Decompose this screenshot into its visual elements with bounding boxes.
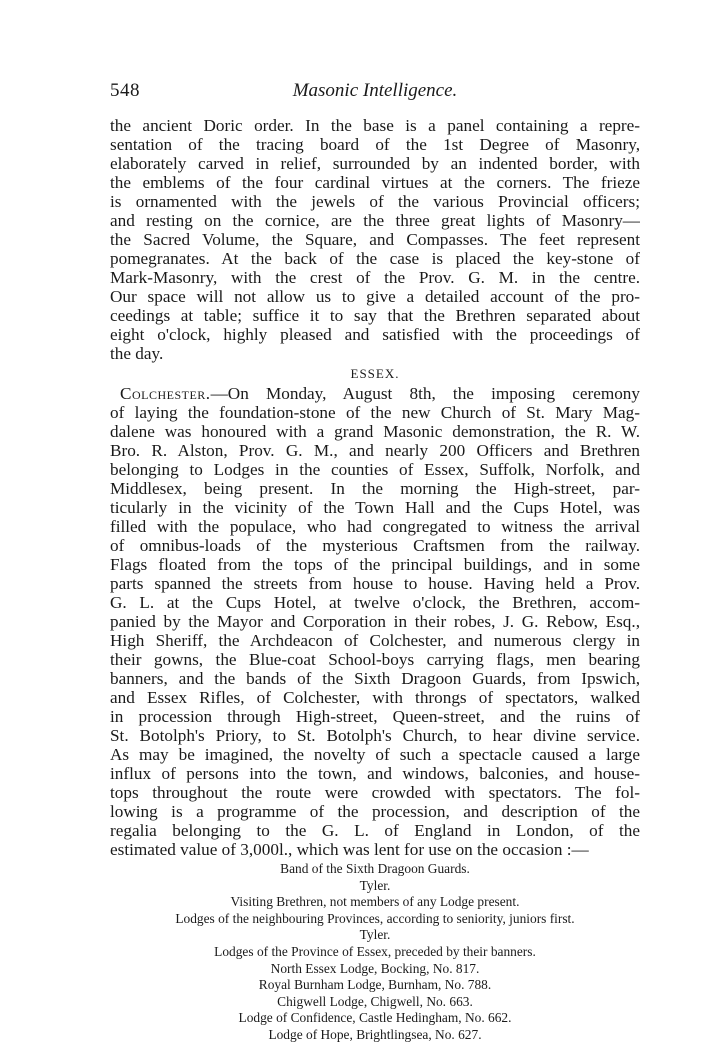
text-line: As may be imagined, the novelty of such a spectacle caused a large [110, 745, 640, 764]
section-heading: ESSEX. [350, 366, 400, 381]
text-line: the Sacred Volume, the Square, and Compasses. The feet represent [110, 230, 640, 249]
programme-line: Tyler. [359, 877, 391, 893]
text-line: and resting on the cornice, are the three great lights of Masonry— [110, 211, 640, 230]
text-line: belonging to Lodges in the counties of Essex, Suffolk, Norfolk, and [110, 460, 640, 479]
text-line: regalia belonging to the G. L. of England in London, of the [110, 821, 640, 840]
text-line: panied by the Mayor and Corporation in their robes, J. G. Rebow, Esq., [110, 612, 640, 631]
text-line: Mark-Masonry, with the crest of the Prov. G. M. in the centre. [110, 268, 640, 287]
paragraph-colchester [110, 384, 640, 859]
text-line: the emblems of the four cardinal virtues at the corners. The frieze [110, 173, 640, 192]
text-line: of omnibus-loads of the mysterious Craftsmen from the railway. [110, 536, 640, 555]
text-line: dalene was honoured with a grand Masonic demonstration, the R. W. [110, 422, 640, 441]
text-line: banners, and the bands of the Sixth Dragoon Guards, from Ipswich, [110, 669, 640, 688]
text-line: estimated value of 3,000l., which was lent for use on the occasion :— [110, 840, 589, 859]
programme-line: Royal Burnham Lodge, Burnham, No. 788. [258, 977, 492, 993]
text-line: High Sheriff, the Archdeacon of Colchester, and numerous clergy in [110, 631, 640, 650]
text-line: St. Botolph's Priory, to St. Botolph's Church, to hear divine service. [110, 726, 640, 745]
programme-line: Lodges of the Province of Essex, preceded by their banners. [214, 943, 536, 959]
text-line: Flags floated from the tops of the principal buildings, and in some [110, 555, 640, 574]
text-line: eight o'clock, highly pleased and satisfied with the proceedings of [110, 325, 640, 344]
page-body [110, 116, 640, 1044]
programme-line: Tyler. [359, 927, 391, 943]
text-line: lowing is a programme of the procession, and description of the [110, 802, 640, 821]
page-number: 548 [110, 80, 140, 101]
text-line: pomegranates. At the back of the case is placed the key-stone of [110, 249, 640, 268]
text-line: in procession through High-street, Queen-street, and the ruins of [110, 707, 640, 726]
programme-line: Lodge of Confidence, Castle Hedingham, No. 662. [238, 1010, 512, 1026]
programme-line: Band of the Sixth Dragoon Guards. [280, 861, 470, 876]
programme-line: North Essex Lodge, Bocking, No. 817. [270, 960, 480, 976]
text-line: elaborately carved in relief, surrounded by an indented border, with [110, 154, 640, 173]
running-header [110, 80, 640, 106]
text-line: Bro. R. Alston, Prov. G. M., and nearly 200 Officers and Brethren [110, 441, 640, 460]
text-line: and Essex Rifles, of Colchester, with throngs of spectators, walked [110, 688, 640, 707]
programme-line: Lodge of Hope, Brightlingsea, No. 627. [268, 1026, 482, 1042]
programme-line: Visiting Brethren, not members of any Lodge present. [230, 894, 520, 910]
text-line: Our space will not allow us to give a detailed account of the pro- [110, 287, 640, 306]
text-line-first [110, 384, 640, 403]
place-name: Colchester. [120, 384, 211, 403]
text-line: filled with the populace, who had congregated to witness the arrival [110, 517, 640, 536]
text-line: the day. [110, 344, 164, 363]
text-line: parts spanned the streets from house to house. Having held a Prov. [110, 574, 640, 593]
text-line: ticularly in the vicinity of the Town Hall and the Cups Hotel, was [110, 498, 640, 517]
text-line: ceedings at table; suffice it to say that the Brethren separated about [110, 306, 640, 325]
text-line: their gowns, the Blue-coat School-boys carrying flags, men bearing [110, 650, 640, 669]
text-run: —On Monday, August 8th, the imposing ceremony [210, 384, 640, 403]
text-line: is ornamented with the jewels of the various Provincial officers; [110, 192, 640, 211]
text-line: of laying the foundation-stone of the new Church of St. Mary Mag- [110, 403, 640, 422]
text-line: tops throughout the route were crowded with spectators. The fol- [110, 783, 640, 802]
programme-line: Chigwell Lodge, Chigwell, No. 663. [277, 993, 473, 1009]
text-line: G. L. at the Cups Hotel, at twelve o'clock, the Brethren, accom- [110, 593, 640, 612]
text-line: sentation of the tracing board of the 1st Degree of Masonry, [110, 135, 640, 154]
procession-programme [110, 861, 640, 1044]
running-title: Masonic Intelligence. [292, 80, 458, 101]
text-line: influx of persons into the town, and windows, balconies, and house- [110, 764, 640, 783]
text-line: the ancient Doric order. In the base is a panel containing a repre- [110, 116, 640, 135]
programme-line: Lodges of the neighbouring Provinces, according to seniority, juniors first. [175, 910, 575, 926]
text-line: Middlesex, being present. In the morning the High-street, par- [110, 479, 640, 498]
paragraph-decoration-description [110, 116, 640, 363]
